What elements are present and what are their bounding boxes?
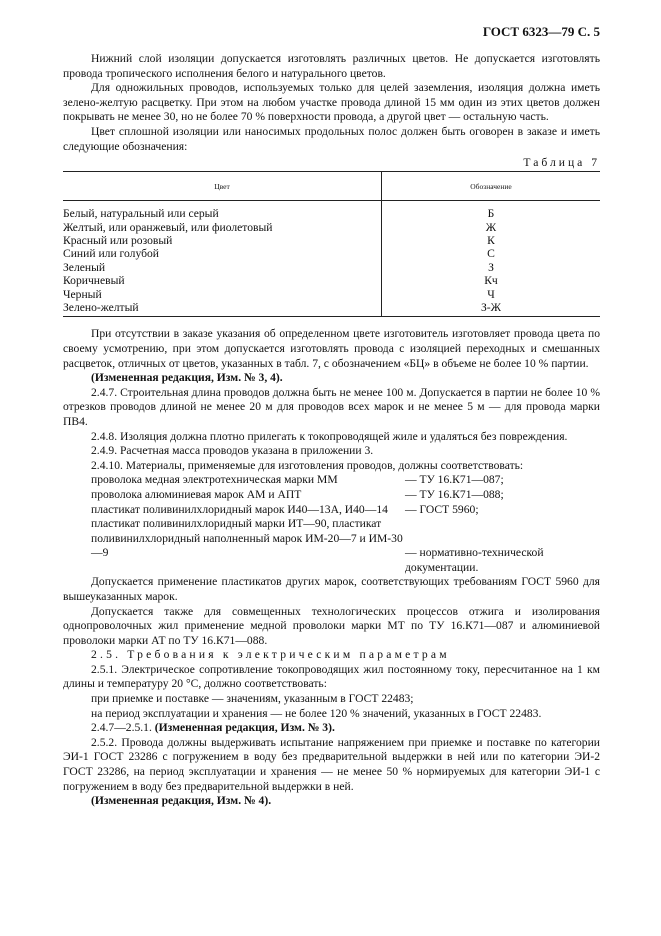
color-cell: Белый, натуральный или серый <box>63 207 219 221</box>
table-caption: Таблица 7 <box>523 156 600 170</box>
color-cell: Коричневый <box>63 274 125 288</box>
color-cell: Черный <box>63 287 102 301</box>
table-row <box>63 247 600 260</box>
material-row <box>63 473 600 488</box>
material-name: пластикат поливинилхлоридный марки ИТ—90, пластикат поливинилхлоридный наполненный марок ИМ-20—7 и ИМ-30—9 <box>91 517 403 560</box>
paragraph-2-4-7: 2.4.7. Строительная длина проводов должна быть не менее 100 м. Допускается в партии не более 10 % отрезков проводов длиной не менее 20 м для проводов всех марок и не менее 5 м — для провода марки ПВ4. <box>63 385 600 428</box>
material-standard: — ГОСТ 5960; <box>405 502 479 516</box>
color-cell: Зеленый <box>63 260 106 274</box>
material-name: проволока алюминиевая марок АМ и АПТ <box>91 487 302 501</box>
paragraph-color-designations: Цвет сплошной изоляции или наносимых продольных полос должен быть оговорен в заказе и иметь следующие обозначения: <box>63 124 600 153</box>
code-cell: С <box>382 247 601 260</box>
material-row <box>63 488 600 503</box>
paragraph-grounding-wires: Для одножильных проводов, используемых только для целей заземления, изоляция должна иметь зелено-желтую расцветку. При этом на любом участке провода длиной 15 мм один из этих цветов должен покрывать не менее 30, но не более 70 % поверхности провода, а другой цвет — остальную часть. <box>63 81 600 124</box>
color-cell: Синий или голубой <box>63 247 159 261</box>
table-row <box>63 274 600 287</box>
table-row <box>63 234 600 247</box>
table-row <box>63 261 600 274</box>
table-row <box>63 221 600 234</box>
table-row <box>63 288 600 301</box>
paragraph-2-5-1-acceptance: при приемке и поставке — значениям, указанным в ГОСТ 22483; <box>91 692 414 706</box>
paragraph-2-5-1: 2.5.1. Электрическое сопротивление токопроводящих жил постоянному току, пересчитанное на 1 км длины и температуру 20 °С, должно соответствовать: <box>63 662 600 691</box>
color-table <box>63 171 600 317</box>
materials-list <box>63 473 600 575</box>
paragraph-2-4-10: 2.4.10. Материалы, применяемые для изготовления проводов, должны соответствовать: <box>91 458 524 472</box>
material-row <box>63 517 600 575</box>
table-row <box>63 201 600 221</box>
edition-note-range <box>63 721 600 736</box>
edition-note-final: (Измененная редакция, Изм. № 4). <box>91 794 272 808</box>
color-cell: Красный или розовый <box>63 233 173 247</box>
material-name: проволока медная электротехническая марки ММ <box>91 473 338 487</box>
paragraph-2-5-2: 2.5.2. Провода должны выдерживать испытание напряжением при приемке и поставке по категории ЭИ-1 ГОСТ 23286 с погружением в воду без предварительной выдержки в ней или по категории ЭИ-2 ГОСТ 23286, на период эксплуатации и хранения — не менее 50 % нормируемых для категории ЭИ-1 с погружением в воду без предварительной выдержки в ней. <box>63 735 600 793</box>
paragraph-insulation-colors: Нижний слой изоляции допускается изготовлять различных цветов. Не допускается изготовлять провода тропического исполнения белого и натурального цветов. <box>63 52 600 80</box>
column-header-code: Обозначение <box>382 172 601 201</box>
material-name: пластикат поливинилхлоридный марок И40—13А, И40—14 <box>91 502 388 516</box>
table-row <box>63 301 600 317</box>
code-cell: Кч <box>382 274 601 287</box>
code-cell: З <box>382 261 601 274</box>
color-cell: Зелено-желтый <box>63 301 382 317</box>
code-cell: К <box>382 234 601 247</box>
document-page <box>63 24 600 809</box>
paragraph-annealing: Допускается также для совмещенных технологических процессов отжига и изолирования однопроволочных жил применение медной проволоки марки МТ по ТУ 16.К71—087 и алюминиевой проволоки марки АТ по ТУ 16.К71—088. <box>63 604 600 647</box>
code-cell: Ж <box>382 221 601 234</box>
range-label: 2.4.7—2.5.1. <box>91 721 155 735</box>
column-header-color: Цвет <box>63 172 382 201</box>
paragraph-other-plastics: Допускается применение пластикатов других марок, соответствующих требованиям ГОСТ 5960 для вышеуказанных марок. <box>63 575 600 603</box>
code-cell: З-Ж <box>382 301 601 317</box>
color-cell: Желтый, или оранжевый, или фиолетовый <box>63 220 273 234</box>
paragraph-2-4-8: 2.4.8. Изоляция должна плотно прилегать к токопроводящей жиле и удаляться без повреждения. <box>91 429 568 443</box>
paragraph-2-5-1-operation: на период эксплуатации и хранения — не более 120 % значений, указанных в ГОСТ 22483. <box>91 706 542 720</box>
range-edition: (Измененная редакция, Изм. № 3). <box>154 721 335 735</box>
section-2-5-heading: 2.5. Требования к электрическим параметрам <box>91 648 450 662</box>
material-row <box>63 503 600 518</box>
code-cell: Б <box>382 201 601 221</box>
edition-note: (Измененная редакция, Изм. № 3, 4). <box>91 371 283 385</box>
material-standard: — ТУ 16.К71—087; <box>405 473 504 487</box>
paragraph-default-color: При отсутствии в заказе указания об определенном цвете изготовитель изготовляет провода цвета по своему усмотрению, при этом допускается изготовлять провода с изоляцией переходных и смешанных расцветок, отличных от цветов, указанных в табл. 7, с обозначением «БЦ» в объеме не более 10 % партии. <box>63 327 600 370</box>
page-header: ГОСТ 6323—79 С. 5 <box>482 24 600 39</box>
paragraph-2-4-9: 2.4.9. Расчетная масса проводов указана в приложении 3. <box>91 444 374 458</box>
material-standard: — ТУ 16.К71—088; <box>405 487 504 501</box>
code-cell: Ч <box>382 288 601 301</box>
material-standard: — нормативно-технической документации. <box>405 546 544 574</box>
